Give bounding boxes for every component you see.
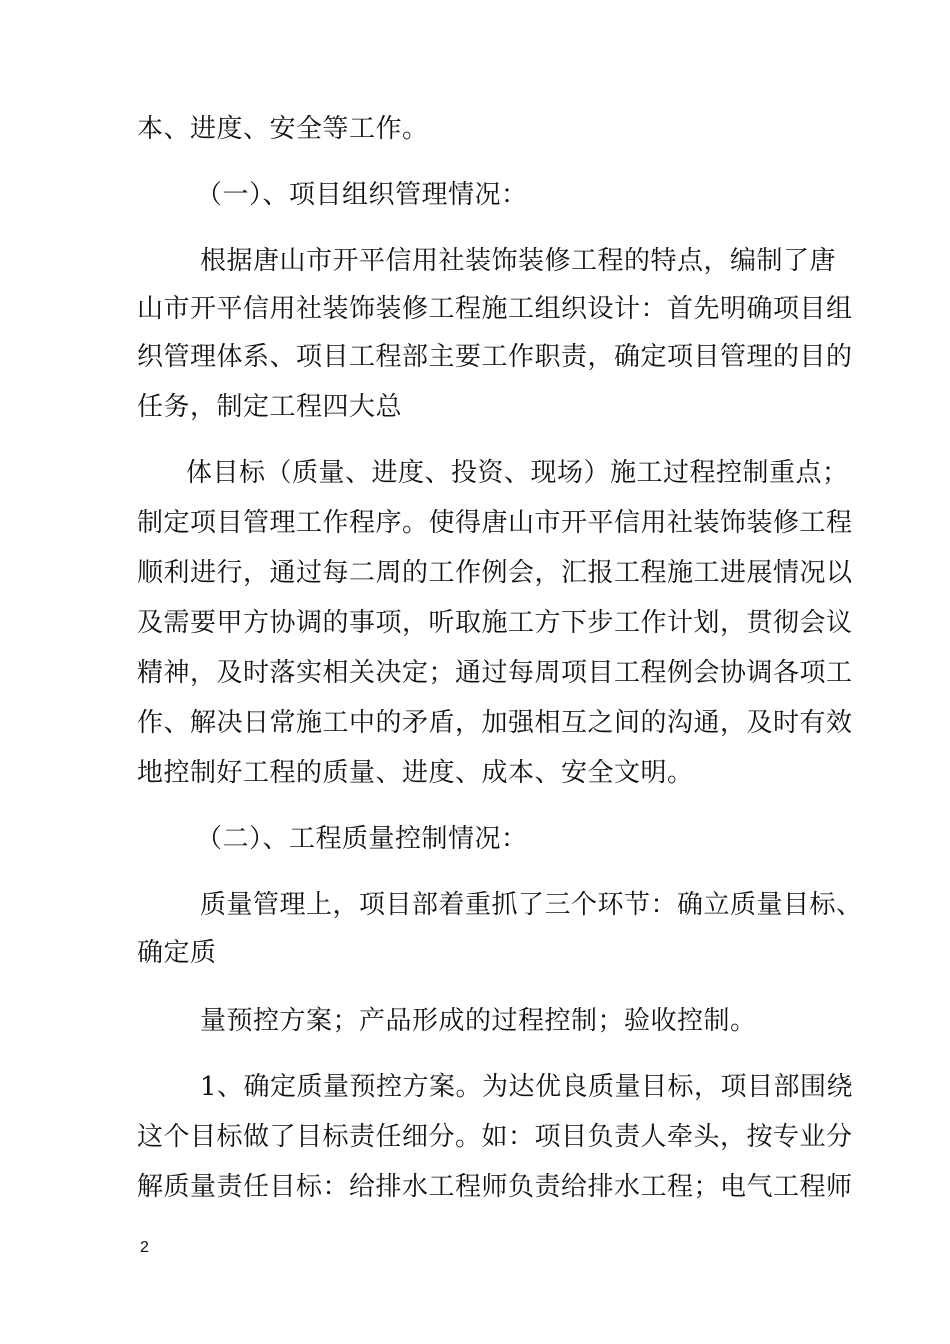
section-heading: （二）、工程质量控制情况： xyxy=(196,824,528,854)
text-line: 及需要甲方协调的事项，听取施工方下步工作计划，贯彻会议 xyxy=(137,608,853,638)
text-line: 制定项目管理工作程序。使得唐山市开平信用社装饰装修工程 xyxy=(137,508,853,538)
text-line: 山市开平信用社装饰装修工程施工组织设计：首先明确项目组 xyxy=(137,294,853,324)
text-line: 地控制好工程的质量、进度、成本、安全文明。 xyxy=(137,758,694,788)
text-line: 织管理体系、项目工程部主要工作职责，确定项目管理的目的 xyxy=(137,342,853,372)
text-line: 顺利进行，通过每二周的工作例会，汇报工程施工进展情况以 xyxy=(137,558,853,588)
text-line: 精神，及时落实相关决定；通过每周项目工程例会协调各项工 xyxy=(137,658,853,688)
text-line: 质量管理上，项目部着重抓了三个环节：确立质量目标、 xyxy=(200,890,863,920)
text-line: 这个目标做了目标责任细分。如：项目负责人牵头，按专业分 xyxy=(137,1122,853,1152)
text-line: 量预控方案；产品形成的过程控制；验收控制。 xyxy=(200,1006,757,1036)
text-line: 根据唐山市开平信用社装饰装修工程的特点，编制了唐 xyxy=(200,246,837,276)
text-line: 作、解决日常施工中的矛盾，加强相互之间的沟通，及时有效 xyxy=(137,708,853,738)
text-line: 任务，制定工程四大总 xyxy=(137,392,403,422)
text-line: 确定质 xyxy=(137,938,217,968)
page-number: 2 xyxy=(140,1239,149,1256)
text-line: 1、确定质量预控方案。为达优良质量目标，项目部围绕 xyxy=(200,1072,854,1102)
text-line: 本、进度、安全等工作。 xyxy=(137,114,429,144)
text-line: 解质量责任目标：给排水工程师负责给排水工程；电气工程师 xyxy=(137,1172,853,1202)
text-line: 体目标（质量、进度、投资、现场）施工过程控制重点； xyxy=(186,458,849,488)
section-heading: （一）、项目组织管理情况： xyxy=(196,180,528,210)
